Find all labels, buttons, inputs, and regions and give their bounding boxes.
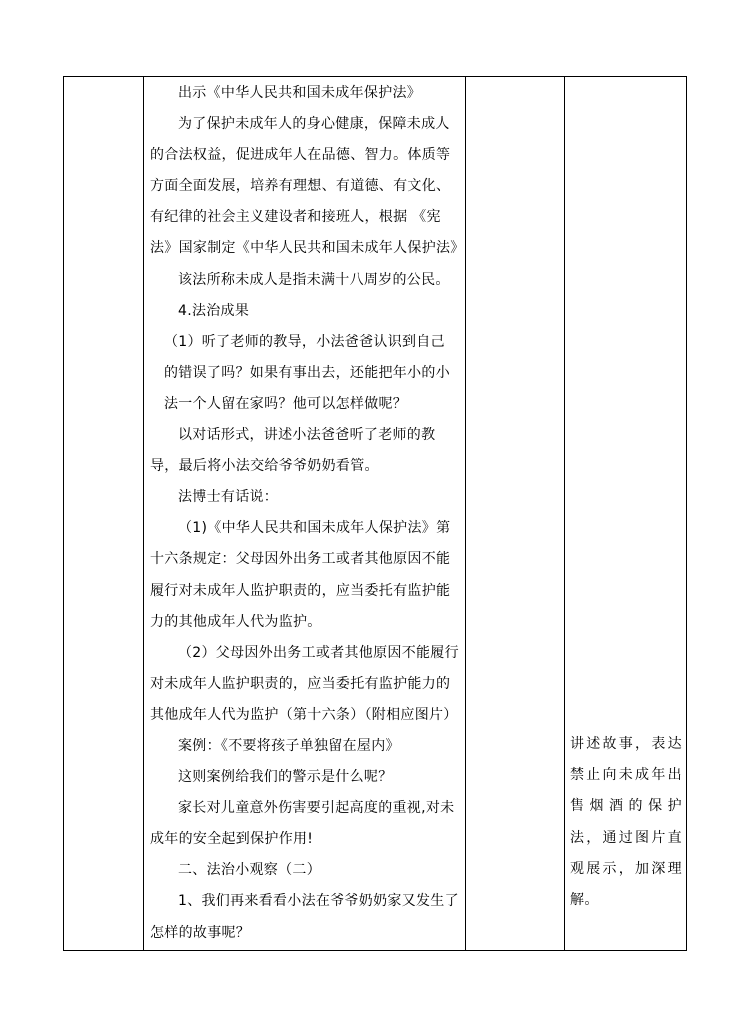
- table-row: [64, 77, 687, 951]
- paragraph: 法博士有话说：: [178, 489, 279, 506]
- paragraph: 出示《中华人民共和国未成年保护法》: [178, 85, 422, 101]
- paragraph: 家长对儿童意外伤害要引起高度的重视,对未成年的安全起到保护作用!: [150, 800, 455, 848]
- paragraph: 为了保护未成年人的身心健康，保障未成人的合法权益，促进成年人在品德、智力。体质等方面全面发展，培养有理想、有道德、有文化、有纪律的社会主义建设者和接班人，根据 《宪法》国家制定《中华人民共和国未成年人保护法》: [150, 116, 465, 257]
- paragraph: 4.法治成果: [178, 302, 250, 319]
- teaching-content: [144, 78, 465, 949]
- paragraph: 以对话形式，讲述小法爸爸听了老师的教导，最后将小法交给爷爷奶奶看管。: [150, 427, 436, 475]
- stage-cell: [64, 77, 144, 951]
- paragraph: 1、我们再来看看小法在爷爷奶奶家又发生了怎样的故事呢？: [150, 893, 459, 941]
- paragraph: 案例：《不要将孩子单独留在屋内》: [178, 737, 400, 754]
- paragraph: （2）父母因外出务工或者其他原因不能履行对未成年人监护职责的，应当委托有监护能力的其他成年人代为监护（第十六条）（附相应图片）: [150, 644, 459, 723]
- paragraph: （1）听了老师的教导，小法爸爸认识到自己的错误了吗？如果有事出去，还能把年小的小法一个人留在家吗？他可以怎样做呢？: [164, 333, 450, 412]
- paragraph: （1)《中华人民共和国未成年人保护法》第十六条规定：父母因外出务工或者其他原因不能履行对未成年人监护职责的，应当委托有监护能力的其他成年人代为监护。: [150, 520, 451, 630]
- paragraph: 这则案例给我们的警示是什么呢？: [178, 769, 393, 786]
- design-note: 讲述故事，表达禁止向未成年出售烟酒的保护法，通过图片直观展示，加深理解。: [570, 736, 682, 909]
- paragraph: 该法所称未成人是指未满十八周岁的公民。: [178, 271, 450, 288]
- paragraph: 二、法治小观察（二）: [178, 862, 321, 879]
- design-intent-cell: [565, 77, 687, 951]
- teaching-content-cell: [144, 77, 466, 951]
- student-activity-cell: [466, 77, 565, 951]
- lesson-plan-table: [63, 76, 687, 951]
